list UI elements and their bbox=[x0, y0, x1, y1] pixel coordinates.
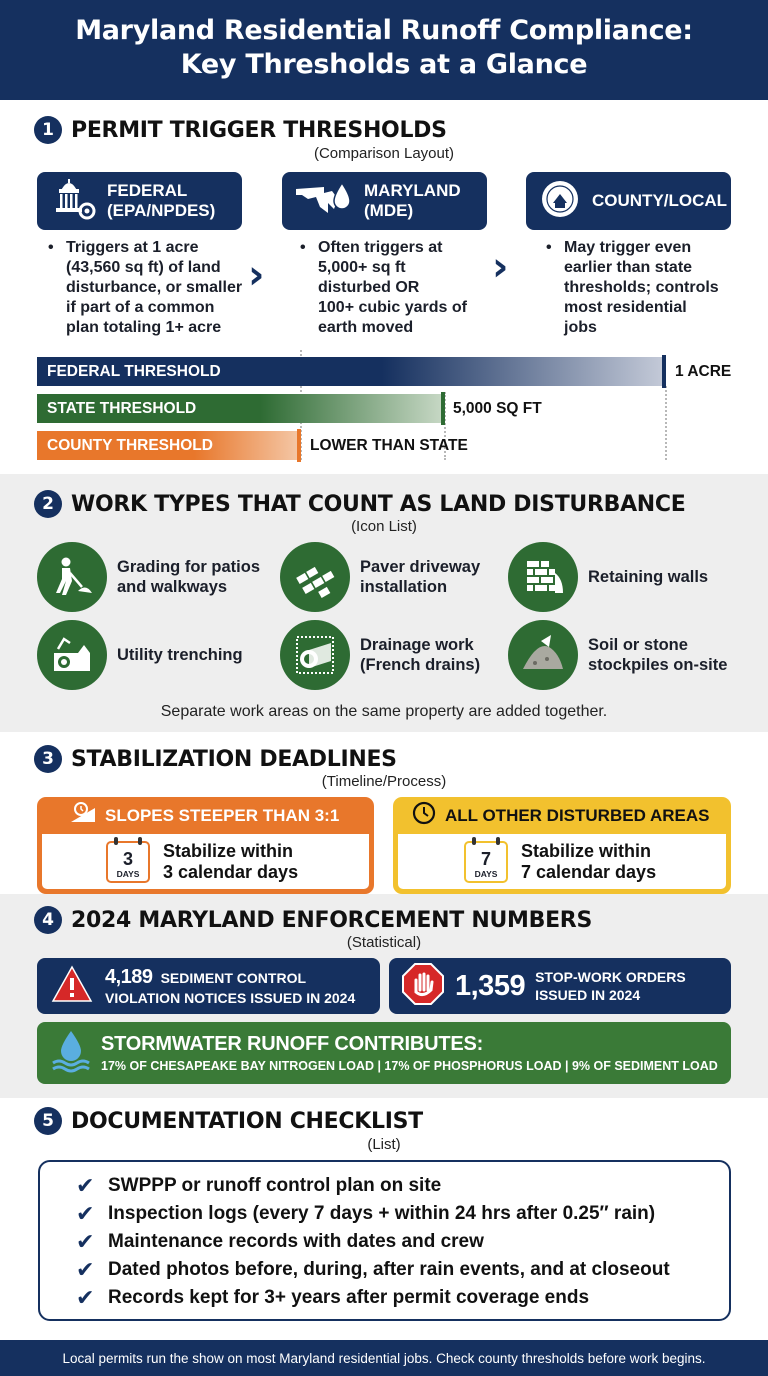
paver-trowel-icon bbox=[280, 542, 350, 612]
maryland-bullet-line: Often triggers at bbox=[318, 239, 443, 256]
federal-bullet-line: if part of a common bbox=[66, 299, 215, 316]
federal-card-label-1: FEDERAL bbox=[107, 181, 188, 200]
work-item-retaining-walls bbox=[508, 542, 708, 612]
county-threshold-bar bbox=[37, 431, 299, 460]
work-item-label: installation bbox=[360, 578, 448, 596]
slope-clock-icon bbox=[69, 800, 97, 831]
section4-heading bbox=[34, 906, 592, 934]
county-bullet-line: earlier than state bbox=[564, 259, 693, 276]
violation-notices-label-2: VIOLATION NOTICES ISSUED IN 2024 bbox=[105, 989, 356, 1006]
federal-bullet-line: Triggers at 1 acre bbox=[66, 239, 199, 256]
maryland-card-label-1: MARYLAND bbox=[364, 181, 461, 200]
water-drop-waves-icon bbox=[51, 1029, 91, 1078]
state-threshold-bar bbox=[37, 394, 443, 423]
federal-threshold-bar bbox=[37, 357, 664, 386]
section1-title: PERMIT TRIGGER THRESHOLDS bbox=[71, 117, 447, 143]
section5-number: 5 bbox=[34, 1107, 62, 1135]
work-item-label: Paver driveway bbox=[360, 558, 481, 576]
calendar-icon bbox=[106, 841, 150, 883]
section2-subtitle: (Icon List) bbox=[351, 518, 417, 535]
calendar-days-number: 7 bbox=[480, 848, 491, 869]
work-item-utility-trenching bbox=[37, 620, 243, 690]
section3-heading bbox=[34, 745, 397, 773]
capitol-gear-icon bbox=[49, 177, 99, 226]
slopes-text-line2: 3 calendar days bbox=[163, 861, 299, 882]
stop-work-orders-number: 1,359 bbox=[455, 969, 526, 1002]
state-threshold-marker bbox=[441, 392, 445, 425]
calendar-days-label: DAYS bbox=[474, 868, 498, 879]
section3-subtitle: (Timeline/Process) bbox=[321, 773, 447, 790]
section1-subtitle: (Comparison Layout) bbox=[313, 145, 455, 162]
federal-card-label-2: (EPA/NPDES) bbox=[107, 201, 216, 220]
calendar-days-label: DAYS bbox=[116, 868, 140, 879]
checklist-item-text: Maintenance records with dates and crew bbox=[108, 1231, 484, 1252]
county-card-label-1: COUNTY/LOCAL bbox=[592, 191, 728, 210]
county-threshold-marker bbox=[297, 429, 301, 462]
maryland-bullet bbox=[298, 238, 493, 338]
chevron-right-icon: › bbox=[248, 252, 265, 298]
federal-bullet-line: plan totaling 1+ acre bbox=[66, 319, 222, 336]
checklist-item-text: Inspection logs (every 7 days + within 24 hrs after 0.25″ rain) bbox=[108, 1203, 656, 1224]
page-title-line2: Key Thresholds at a Glance bbox=[180, 49, 588, 80]
section5-subtitle: (List) bbox=[367, 1136, 401, 1153]
divider-dotted-line bbox=[665, 386, 667, 460]
worker-shovel-icon bbox=[37, 542, 107, 612]
federal-bullet-line: (43,560 sq ft) of land bbox=[66, 259, 221, 276]
section4-title: 2024 MARYLAND ENFORCEMENT NUMBERS bbox=[71, 907, 592, 933]
work-item-label: Grading for patios bbox=[117, 558, 261, 576]
other-areas-card bbox=[393, 797, 731, 894]
page-title-line1: Maryland Residential Runoff Compliance: bbox=[75, 15, 693, 46]
maryland-bullet-line: 5,000+ sq ft bbox=[318, 259, 406, 276]
county-card bbox=[526, 172, 731, 230]
county-bullet bbox=[544, 238, 744, 338]
drain-pipe-icon bbox=[280, 620, 350, 690]
work-item-grading bbox=[37, 542, 260, 612]
slopes-text-line1: Stabilize within bbox=[163, 840, 294, 861]
checklist-item bbox=[76, 1200, 729, 1228]
section2-heading bbox=[34, 490, 686, 518]
work-item-stockpiles bbox=[508, 620, 727, 690]
work-item-label: and walkways bbox=[117, 578, 228, 596]
maryland-bullet-line: disturbed OR bbox=[318, 279, 420, 296]
federal-threshold-marker bbox=[662, 355, 666, 388]
maryland-bullet-line: earth moved bbox=[318, 319, 414, 336]
federal-bullet-line: disturbance, or smaller bbox=[66, 279, 243, 296]
other-areas-card-heading: ALL OTHER DISTURBED AREAS bbox=[445, 805, 710, 825]
checklist-item-text: Dated photos before, during, after rain events, and at closeout bbox=[108, 1259, 670, 1280]
other-areas-text-line2: 7 calendar days bbox=[521, 861, 657, 882]
work-item-label: Retaining walls bbox=[588, 568, 709, 586]
county-bullet-line: most residential bbox=[564, 299, 687, 316]
county-bullet-line: May trigger even bbox=[564, 239, 692, 256]
section4-number: 4 bbox=[34, 906, 62, 934]
checkmark-icon: ✔ bbox=[76, 1173, 95, 1199]
county-bullet-line: jobs bbox=[564, 319, 597, 336]
other-areas-text-line1: Stabilize within bbox=[521, 840, 652, 861]
stormwater-banner bbox=[37, 1022, 731, 1084]
maryland-card-label-2: (MDE) bbox=[364, 201, 414, 220]
work-item-drainage bbox=[280, 620, 480, 690]
stop-hand-icon bbox=[401, 962, 445, 1011]
checklist-item-text: Records kept for 3+ years after permit coverage ends bbox=[108, 1287, 590, 1308]
checklist-item-text: SWPPP or runoff control plan on site bbox=[108, 1175, 442, 1196]
soil-pile-icon bbox=[508, 620, 578, 690]
checkmark-icon: ✔ bbox=[76, 1229, 95, 1255]
work-item-label: stockpiles on-site bbox=[588, 656, 728, 674]
checklist-item bbox=[76, 1228, 729, 1256]
federal-bullet bbox=[46, 238, 266, 338]
violation-notices-number: 4,189 bbox=[105, 965, 153, 988]
checkmark-icon: ✔ bbox=[76, 1285, 95, 1311]
maryland-card bbox=[282, 172, 487, 230]
maryland-bullet-line: 100+ cubic yards of bbox=[318, 299, 467, 316]
excavator-pipe-icon bbox=[37, 620, 107, 690]
section1-heading bbox=[34, 116, 447, 144]
federal-threshold-label: FEDERAL THRESHOLD bbox=[47, 362, 221, 380]
county-threshold-value: LOWER THAN STATE bbox=[310, 437, 468, 454]
work-item-paver bbox=[280, 542, 480, 612]
work-item-label: Soil or stone bbox=[588, 636, 688, 654]
slopes-card-heading: SLOPES STEEPER THAN 3:1 bbox=[105, 805, 340, 825]
section2-title: WORK TYPES THAT COUNT AS LAND DISTURBANCE bbox=[71, 491, 686, 517]
stop-work-orders-stat bbox=[389, 958, 731, 1014]
section5-heading bbox=[34, 1107, 423, 1135]
federal-card bbox=[37, 172, 242, 230]
stop-work-orders-label-1: STOP-WORK ORDERS bbox=[535, 969, 686, 985]
section2-number: 2 bbox=[34, 490, 62, 518]
brick-wall-icon bbox=[508, 542, 578, 612]
checklist-item bbox=[76, 1256, 729, 1284]
violation-notices-stat bbox=[37, 958, 380, 1014]
maryland-water-drop-icon bbox=[294, 177, 356, 226]
checklist-item bbox=[76, 1284, 729, 1312]
violation-notices-label-1: SEDIMENT CONTROL bbox=[160, 969, 307, 986]
chevron-right-icon: › bbox=[492, 244, 509, 290]
work-item-label: (French drains) bbox=[360, 656, 481, 674]
clock-icon bbox=[411, 800, 437, 831]
footer-text: Local permits run the show on most Maryland residential jobs. Check county thresholds before work begins. bbox=[62, 1350, 706, 1366]
checkmark-icon: ✔ bbox=[76, 1257, 95, 1283]
header-banner bbox=[0, 0, 768, 100]
calendar-days-number: 3 bbox=[122, 848, 133, 869]
stormwater-banner-detail: 17% OF CHESAPEAKE BAY NITROGEN LOAD | 17% OF PHOSPHORUS LOAD | 9% OF SEDIMENT LOAD bbox=[101, 1059, 718, 1073]
footer-banner bbox=[0, 1340, 768, 1376]
state-threshold-value: 5,000 SQ FT bbox=[453, 400, 542, 417]
slopes-card bbox=[37, 797, 374, 894]
warning-triangle-icon bbox=[51, 965, 93, 1008]
section3-number: 3 bbox=[34, 745, 62, 773]
checklist-item bbox=[76, 1172, 729, 1200]
section1-number: 1 bbox=[34, 116, 62, 144]
section5-title: DOCUMENTATION CHECKLIST bbox=[71, 1108, 423, 1134]
section3-title: STABILIZATION DEADLINES bbox=[71, 746, 397, 772]
documentation-checklist bbox=[38, 1160, 731, 1321]
section4-subtitle: (Statistical) bbox=[346, 934, 422, 951]
stormwater-banner-title: STORMWATER RUNOFF CONTRIBUTES: bbox=[101, 1033, 484, 1055]
state-threshold-label: STATE THRESHOLD bbox=[47, 399, 197, 417]
work-note: Separate work areas on the same property are added together. bbox=[160, 703, 608, 720]
county-threshold-label: COUNTY THRESHOLD bbox=[47, 436, 213, 454]
work-item-label: Drainage work bbox=[360, 636, 474, 654]
county-bullet-line: thresholds; controls bbox=[564, 279, 719, 296]
county-seal-icon bbox=[538, 177, 584, 226]
federal-threshold-value: 1 ACRE bbox=[675, 363, 732, 380]
stop-work-orders-label-2: ISSUED IN 2024 bbox=[535, 987, 641, 1003]
work-item-label: Utility trenching bbox=[117, 646, 243, 664]
calendar-icon bbox=[464, 841, 508, 883]
checkmark-icon: ✔ bbox=[76, 1201, 95, 1227]
